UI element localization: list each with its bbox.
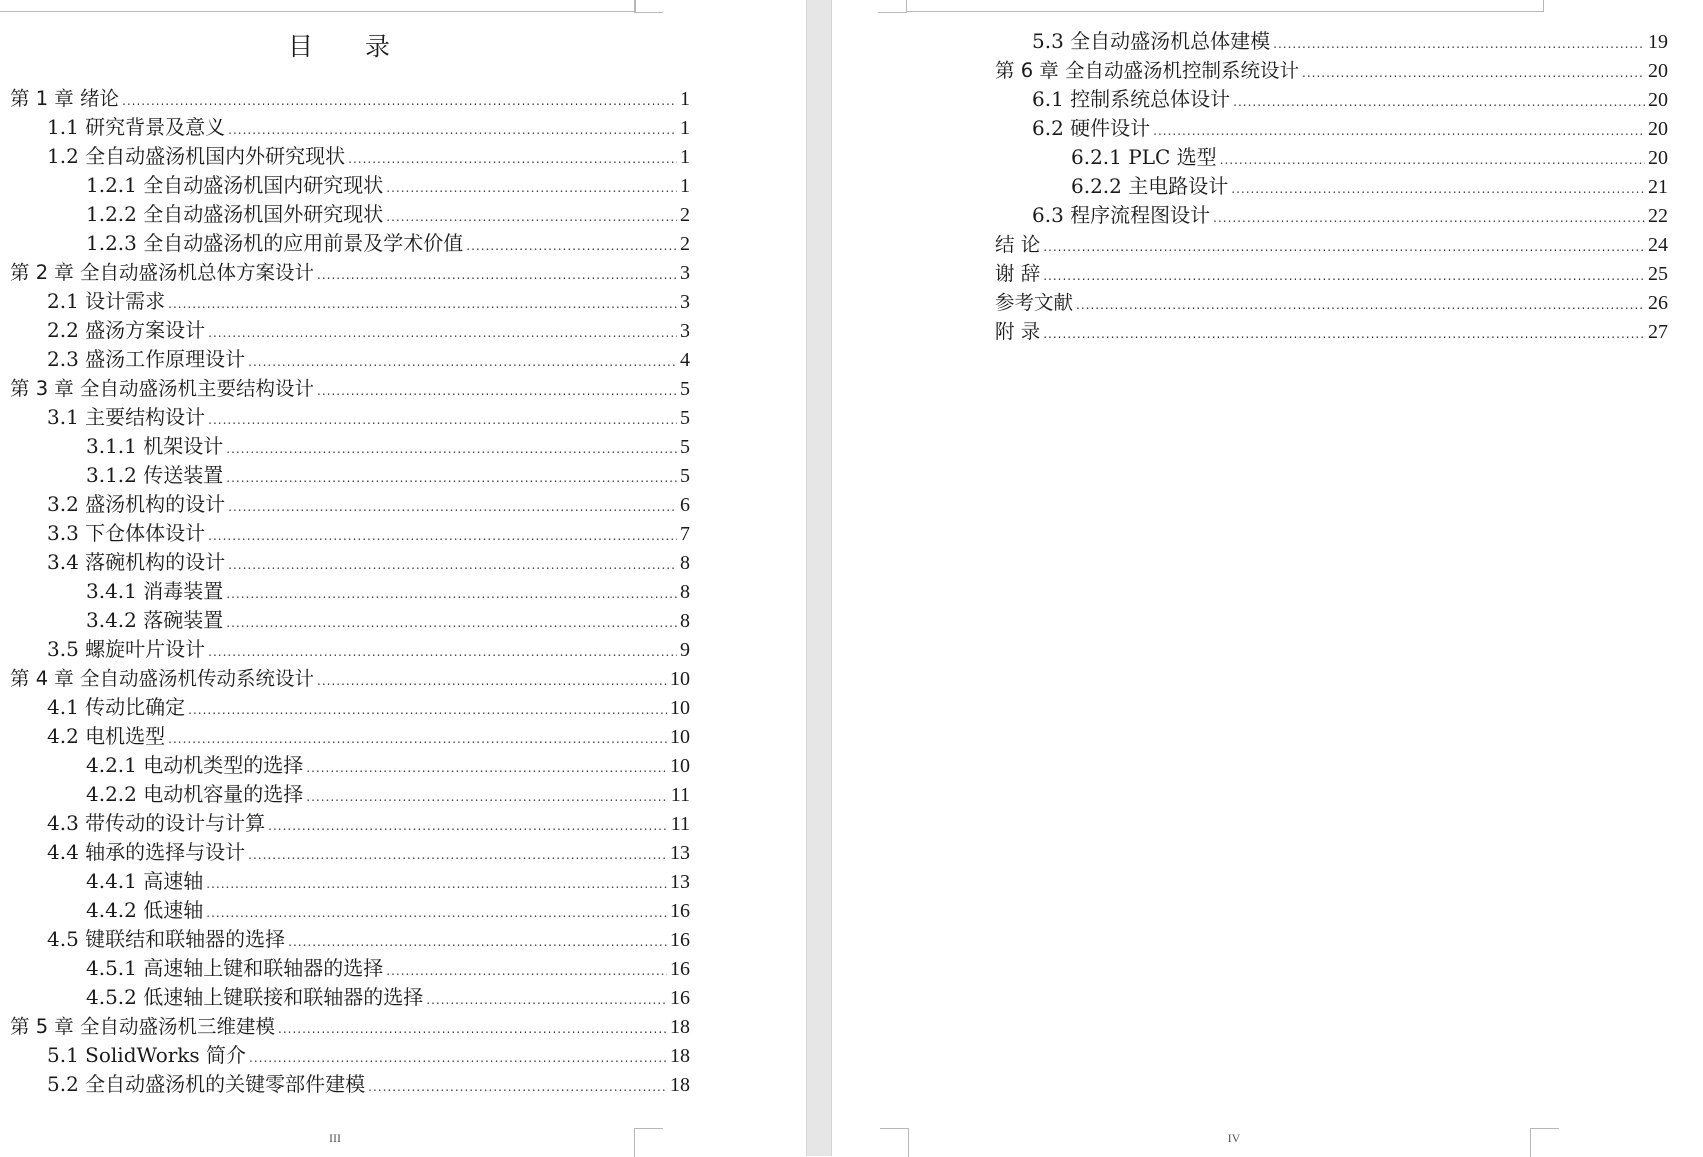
toc-entry-page: 16	[670, 987, 690, 1009]
dot-leader	[306, 783, 667, 812]
dot-leader	[1153, 117, 1645, 146]
toc-entry-page: 16	[670, 929, 690, 951]
toc-entry-page: 19	[1648, 31, 1668, 53]
toc-entry-label: 2.1 设计需求	[47, 289, 166, 313]
dot-leader	[228, 493, 677, 522]
toc-entry-page: 6	[680, 494, 690, 516]
header-rule	[906, 0, 1544, 12]
dot-leader	[188, 696, 667, 725]
toc-entry[interactable]	[985, 27, 1668, 56]
toc-entry-label: 4.3 带传动的设计与计算	[47, 811, 266, 835]
toc-entry-page: 25	[1648, 263, 1668, 285]
toc-entry-page: 11	[670, 784, 690, 806]
toc-entry[interactable]	[985, 172, 1668, 201]
toc-entry-page: 11	[670, 813, 690, 835]
left-page	[0, 0, 806, 1156]
dot-leader	[317, 261, 677, 290]
dot-leader	[268, 812, 668, 841]
toc-entry-label: 3.1.2 传送装置	[86, 463, 224, 487]
toc-entry-label: 第 6 章 全自动盛汤机控制系统设计	[995, 59, 1300, 82]
toc-entry[interactable]	[0, 954, 690, 983]
toc-entry-label: 3.3 下仓体体设计	[47, 521, 206, 545]
toc-entry-label: 6.1 控制系统总体设计	[1032, 87, 1231, 111]
crop-mark	[634, 0, 663, 13]
toc-entry-label: 1.1 研究背景及意义	[47, 115, 226, 139]
toc-entry-label: 3.5 螺旋叶片设计	[47, 637, 206, 661]
dot-leader	[386, 957, 667, 986]
toc-entry[interactable]	[0, 345, 690, 374]
dot-leader	[168, 290, 677, 319]
dot-leader	[1043, 262, 1645, 291]
toc-entry[interactable]	[0, 490, 690, 519]
toc-entry-page: 5	[680, 407, 690, 429]
toc-entry-page: 3	[680, 320, 690, 342]
toc-entry[interactable]	[985, 288, 1668, 317]
dot-leader	[248, 348, 677, 377]
dot-leader	[306, 754, 667, 783]
dot-leader	[206, 899, 667, 928]
dot-leader	[208, 406, 677, 435]
toc-entry-label: 1.2.2 全自动盛汤机国外研究现状	[86, 202, 384, 226]
toc-entry[interactable]	[0, 983, 690, 1012]
toc-entry-page: 24	[1648, 234, 1668, 256]
dot-leader	[426, 986, 667, 1015]
dot-leader	[288, 928, 667, 957]
toc-entry[interactable]	[0, 287, 690, 316]
toc-entry[interactable]	[0, 171, 690, 200]
toc-entry[interactable]	[0, 780, 690, 809]
toc-entry-label: 6.2 硬件设计	[1032, 116, 1151, 140]
toc-entry-page: 8	[680, 552, 690, 574]
header-rule	[0, 0, 636, 12]
toc-entry-page: 10	[670, 755, 690, 777]
toc-entry[interactable]	[985, 259, 1668, 288]
dot-leader	[386, 203, 677, 232]
toc-entry[interactable]	[0, 316, 690, 345]
toc-entry-page: 18	[670, 1016, 690, 1038]
toc-entry[interactable]	[985, 201, 1668, 230]
toc-entry-label: 1.2.1 全自动盛汤机国内研究现状	[86, 173, 384, 197]
crop-mark	[880, 1128, 909, 1157]
toc-entry[interactable]	[0, 664, 690, 693]
toc-entry[interactable]	[0, 403, 690, 432]
toc-entry-label: 4.4.1 高速轴	[86, 869, 204, 893]
dot-leader	[228, 116, 677, 145]
toc-entry-label: 4.5 键联结和联轴器的选择	[47, 927, 286, 951]
toc-entry-page: 13	[670, 842, 690, 864]
crop-mark	[1530, 1128, 1559, 1157]
toc-entry-label: 第 4 章 全自动盛汤机传动系统设计	[10, 667, 315, 690]
dot-leader	[208, 638, 677, 667]
toc-entry-label: 5.3 全自动盛汤机总体建模	[1032, 29, 1271, 53]
toc-entry[interactable]	[985, 56, 1668, 85]
toc-entry-label: 1.2 全自动盛汤机国内外研究现状	[47, 144, 346, 168]
toc-entry[interactable]	[0, 577, 690, 606]
dot-leader	[317, 667, 667, 696]
dot-leader	[248, 841, 667, 870]
toc-entry[interactable]	[0, 84, 690, 113]
crop-mark	[878, 0, 907, 13]
toc-entry-label: 6.3 程序流程图设计	[1032, 203, 1211, 227]
toc-title: 目 录	[288, 32, 412, 61]
dot-leader	[278, 1015, 667, 1044]
toc-entry-label: 第 3 章 全自动盛汤机主要结构设计	[10, 377, 315, 400]
toc-entry[interactable]	[0, 519, 690, 548]
toc-entry-label: 3.4.2 落碗装置	[86, 608, 224, 632]
page-number: IV	[1227, 1131, 1241, 1145]
dot-leader	[208, 319, 677, 348]
toc-entry-page: 5	[680, 465, 690, 487]
toc-entry-label: 结 论	[995, 233, 1041, 256]
dot-leader	[317, 377, 677, 406]
dot-leader	[249, 1044, 667, 1073]
toc-entry-page: 2	[680, 204, 690, 226]
toc-entry-label: 4.4 轴承的选择与设计	[47, 840, 246, 864]
toc-entry[interactable]	[0, 548, 690, 577]
toc-entry[interactable]	[0, 896, 690, 925]
dot-leader	[368, 1073, 667, 1102]
toc-entry-page: 5	[680, 436, 690, 458]
toc-entry[interactable]	[0, 1041, 690, 1070]
toc-entry-page: 20	[1648, 60, 1668, 82]
toc-entry-label: 5.2 全自动盛汤机的关键零部件建模	[47, 1072, 366, 1096]
dot-leader	[1220, 146, 1645, 175]
dot-leader	[226, 464, 677, 493]
page-gap	[806, 0, 832, 1156]
toc-entry-page: 8	[680, 610, 690, 632]
toc-entry[interactable]	[0, 113, 690, 142]
right-page	[832, 0, 1703, 1156]
dot-leader	[1233, 88, 1645, 117]
toc-list	[985, 27, 1668, 346]
toc-entry[interactable]	[0, 635, 690, 664]
toc-entry[interactable]	[0, 200, 690, 229]
dot-leader	[466, 232, 677, 261]
toc-entry-page: 1	[680, 88, 690, 110]
toc-entry[interactable]	[0, 809, 690, 838]
toc-entry-label: 4.4.2 低速轴	[86, 898, 204, 922]
toc-entry-page: 2	[680, 233, 690, 255]
dot-leader	[226, 580, 677, 609]
toc-entry-page: 16	[670, 958, 690, 980]
toc-entry-page: 10	[670, 697, 690, 719]
dot-leader	[1213, 204, 1645, 233]
toc-list	[0, 84, 690, 1099]
toc-entry-page: 1	[680, 146, 690, 168]
toc-entry[interactable]	[0, 925, 690, 954]
toc-entry-label: 附 录	[995, 320, 1041, 343]
toc-entry-label: 2.3 盛汤工作原理设计	[47, 347, 246, 371]
dot-leader	[386, 174, 677, 203]
page-number: III	[329, 1131, 341, 1145]
toc-entry-label: 5.1 SolidWorks 简介	[47, 1043, 247, 1067]
toc-entry-page: 26	[1648, 292, 1668, 314]
toc-entry-page: 18	[670, 1045, 690, 1067]
dot-leader	[168, 725, 667, 754]
toc-entry-label: 3.1 主要结构设计	[47, 405, 206, 429]
toc-entry-label: 3.1.1 机架设计	[86, 434, 224, 458]
toc-entry-label: 4.2 电机选型	[47, 724, 166, 748]
toc-entry[interactable]	[0, 867, 690, 896]
toc-entry[interactable]	[0, 461, 690, 490]
toc-entry-page: 18	[670, 1074, 690, 1096]
toc-entry[interactable]	[985, 230, 1668, 259]
toc-entry[interactable]	[0, 258, 690, 287]
toc-entry-label: 3.4 落碗机构的设计	[47, 550, 226, 574]
toc-entry[interactable]	[985, 317, 1668, 346]
toc-entry-page: 21	[1648, 176, 1668, 198]
toc-entry[interactable]	[0, 838, 690, 867]
toc-entry-page: 10	[670, 726, 690, 748]
toc-entry-label: 3.2 盛汤机构的设计	[47, 492, 226, 516]
dot-leader	[1043, 320, 1645, 349]
toc-entry-page: 20	[1648, 118, 1668, 140]
toc-entry[interactable]	[0, 1012, 690, 1041]
toc-entry-label: 4.2.1 电动机类型的选择	[86, 753, 304, 777]
toc-entry-label: 谢 辞	[995, 262, 1041, 285]
toc-entry[interactable]	[0, 722, 690, 751]
dot-leader	[1043, 233, 1645, 262]
toc-entry-label: 6.2.2 主电路设计	[1071, 174, 1229, 198]
toc-entry-page: 1	[680, 117, 690, 139]
toc-entry[interactable]	[0, 606, 690, 635]
toc-entry-page: 7	[680, 523, 690, 545]
toc-entry[interactable]	[985, 85, 1668, 114]
toc-entry-page: 8	[680, 581, 690, 603]
toc-entry-label: 3.4.1 消毒装置	[86, 579, 224, 603]
toc-entry-label: 4.5.2 低速轴上键联接和联轴器的选择	[86, 985, 424, 1009]
dot-leader	[226, 435, 677, 464]
toc-entry[interactable]	[0, 229, 690, 258]
toc-entry-page: 9	[680, 639, 690, 661]
toc-entry[interactable]	[985, 114, 1668, 143]
toc-entry[interactable]	[0, 432, 690, 461]
toc-entry-label: 第 1 章 绪论	[10, 87, 120, 110]
dot-leader	[1273, 30, 1645, 59]
toc-entry-page: 20	[1648, 89, 1668, 111]
toc-entry-page: 20	[1648, 147, 1668, 169]
toc-entry-label: 参考文献	[995, 291, 1074, 314]
toc-entry-page: 3	[680, 291, 690, 313]
dot-leader	[226, 609, 677, 638]
toc-entry-label: 4.1 传动比确定	[47, 695, 186, 719]
toc-entry-page: 22	[1648, 205, 1668, 227]
dot-leader	[208, 522, 677, 551]
toc-entry-label: 2.2 盛汤方案设计	[47, 318, 206, 342]
dot-leader	[206, 870, 667, 899]
crop-mark	[634, 1128, 663, 1157]
toc-entry-page: 1	[680, 175, 690, 197]
toc-entry-page: 5	[680, 378, 690, 400]
dot-leader	[348, 145, 677, 174]
toc-entry[interactable]	[985, 143, 1668, 172]
dot-leader	[122, 87, 677, 116]
toc-entry-page: 10	[670, 668, 690, 690]
toc-entry-page: 3	[680, 262, 690, 284]
dot-leader	[1302, 59, 1645, 88]
toc-entry-page: 13	[670, 871, 690, 893]
toc-entry-label: 1.2.3 全自动盛汤机的应用前景及学术价值	[86, 231, 464, 255]
toc-entry-label: 第 5 章 全自动盛汤机三维建模	[10, 1015, 276, 1038]
toc-entry-label: 6.2.1 PLC 选型	[1071, 145, 1217, 169]
toc-entry[interactable]	[0, 1070, 690, 1099]
toc-entry[interactable]	[0, 751, 690, 780]
toc-entry-page: 27	[1648, 321, 1668, 343]
dot-leader	[1076, 291, 1645, 320]
toc-entry-page: 16	[670, 900, 690, 922]
toc-entry-page: 4	[680, 349, 690, 371]
toc-entry[interactable]	[0, 142, 690, 171]
dot-leader	[228, 551, 677, 580]
toc-entry-label: 4.2.2 电动机容量的选择	[86, 782, 304, 806]
toc-entry-label: 第 2 章 全自动盛汤机总体方案设计	[10, 261, 315, 284]
toc-entry[interactable]	[0, 374, 690, 403]
toc-entry[interactable]	[0, 693, 690, 722]
toc-entry-label: 4.5.1 高速轴上键和联轴器的选择	[86, 956, 384, 980]
dot-leader	[1231, 175, 1645, 204]
